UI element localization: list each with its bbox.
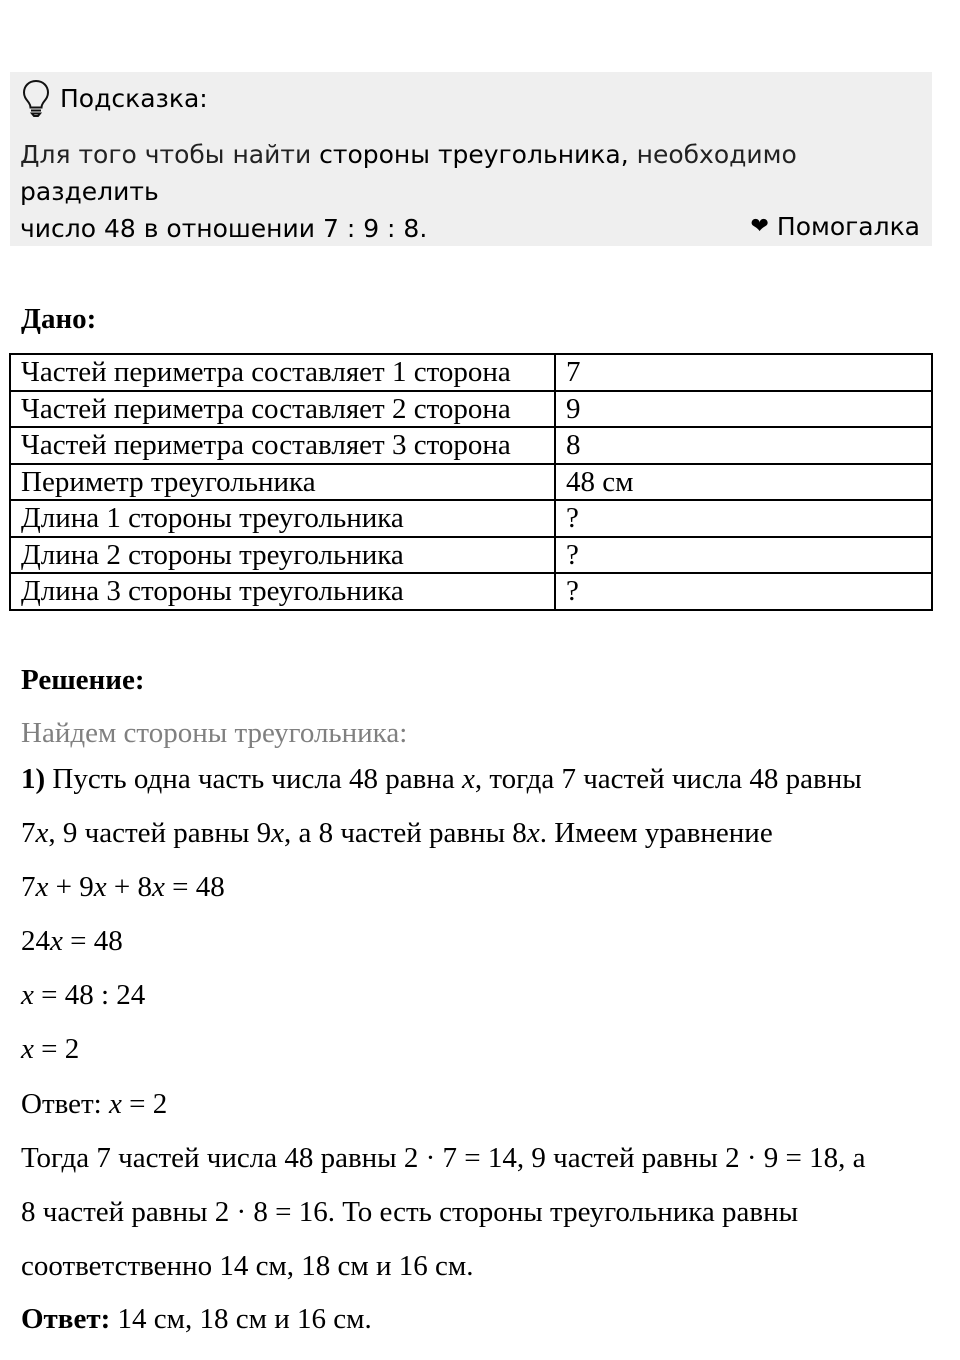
table-cell-label: Длина 1 стороны треугольника [10,500,555,537]
math-variable: x [93,871,107,903]
table-row [10,391,932,428]
table-cell-label: Длина 2 стороны треугольника [10,537,555,574]
text: + 8 [106,871,152,903]
table-cell-label: Частей периметра составляет 1 сторона [10,354,555,391]
text: 7 [21,871,36,903]
given-table [9,353,933,611]
table-cell-label: Частей периметра составляет 2 сторона [10,391,555,428]
solution-line: Тогда 7 частей числа 48 равны 2 · 7 = 14, 9 частей равны 2 · 9 = 18, а [21,1142,866,1174]
math-variable: x [35,871,49,903]
equation-line [21,925,123,958]
hint-text-emphasis: число 48 в отношении 7 : 9 : 8. [20,214,428,243]
hint-title: Подсказка: [60,83,208,113]
equation-line [21,871,225,904]
table-cell-label: Частей периметра составляет 3 сторона [10,427,555,464]
hint-header [22,78,208,118]
text: = 2 [33,1033,80,1065]
math-variable: x [21,979,34,1011]
hint-text-part: необходимо [628,140,797,169]
table-row [10,354,932,391]
final-answer-label: Ответ: [21,1303,111,1335]
table-cell-value: ? [555,500,932,537]
text: 7 [21,817,36,849]
helper-link[interactable] [750,212,920,241]
text: , а 8 частей равны 8 [283,817,527,849]
table-row [10,537,932,574]
math-variable: x [109,1088,122,1120]
heart-icon: ❤ [750,214,769,239]
solution-line: 8 частей равны 2 · 8 = 16. То есть стороны треугольника равны [21,1196,799,1228]
table-row [10,573,932,610]
table-row [10,464,932,501]
math-variable: x [151,871,165,903]
table-row [10,500,932,537]
helper-label: Помогалка [776,212,920,241]
equation-line [21,979,145,1012]
final-answer [21,1303,372,1336]
math-variable: x [526,817,540,849]
table-cell-value: 9 [555,391,932,428]
math-variable: x [271,817,284,849]
table-cell-label: Длина 3 стороны треугольника [10,573,555,610]
math-variable: x [35,817,49,849]
given-heading: Дано: [21,303,97,335]
math-variable: x [21,1033,34,1065]
math-variable: x [50,925,63,957]
text: Ответ: [21,1088,109,1120]
text: , тогда 7 частей числа 48 равны [474,763,862,795]
solution-line: соответственно 14 см, 18 см и 16 см. [21,1250,474,1282]
table-row [10,427,932,464]
hint-text-part: Для того чтобы найти [20,140,320,169]
math-variable: x [461,763,475,795]
solution-line [21,763,862,796]
intermediate-answer [21,1088,167,1121]
text: = 48 [62,925,123,957]
solution-heading: Решение: [21,664,145,696]
lightbulb-icon [22,79,50,117]
hint-text-emphasis: разделить [20,177,159,206]
table-cell-value: ? [555,537,932,574]
table-cell-value: 48 см [555,464,932,501]
final-answer-value: 14 см, 18 см и 16 см. [110,1303,372,1335]
step-number: 1) [21,763,46,795]
text: + 9 [48,871,94,903]
text: = 48 [164,871,225,903]
equation-line [21,1033,79,1066]
text: , 9 частей равны 9 [48,817,272,849]
hint-box [10,72,932,246]
table-cell-label: Периметр треугольника [10,464,555,501]
text: 24 [21,925,50,957]
table-cell-value: ? [555,573,932,610]
table-cell-value: 7 [555,354,932,391]
text: . Имеем уравнение [539,817,773,849]
text: Пусть одна часть числа 48 равна [45,763,462,795]
table-cell-value: 8 [555,427,932,464]
hint-text-emphasis: стороны треугольника, [319,140,629,169]
text: = 2 [121,1088,168,1120]
solution-intro: Найдем стороны треугольника: [21,717,408,749]
text: = 48 : 24 [33,979,146,1011]
solution-line [21,817,773,850]
